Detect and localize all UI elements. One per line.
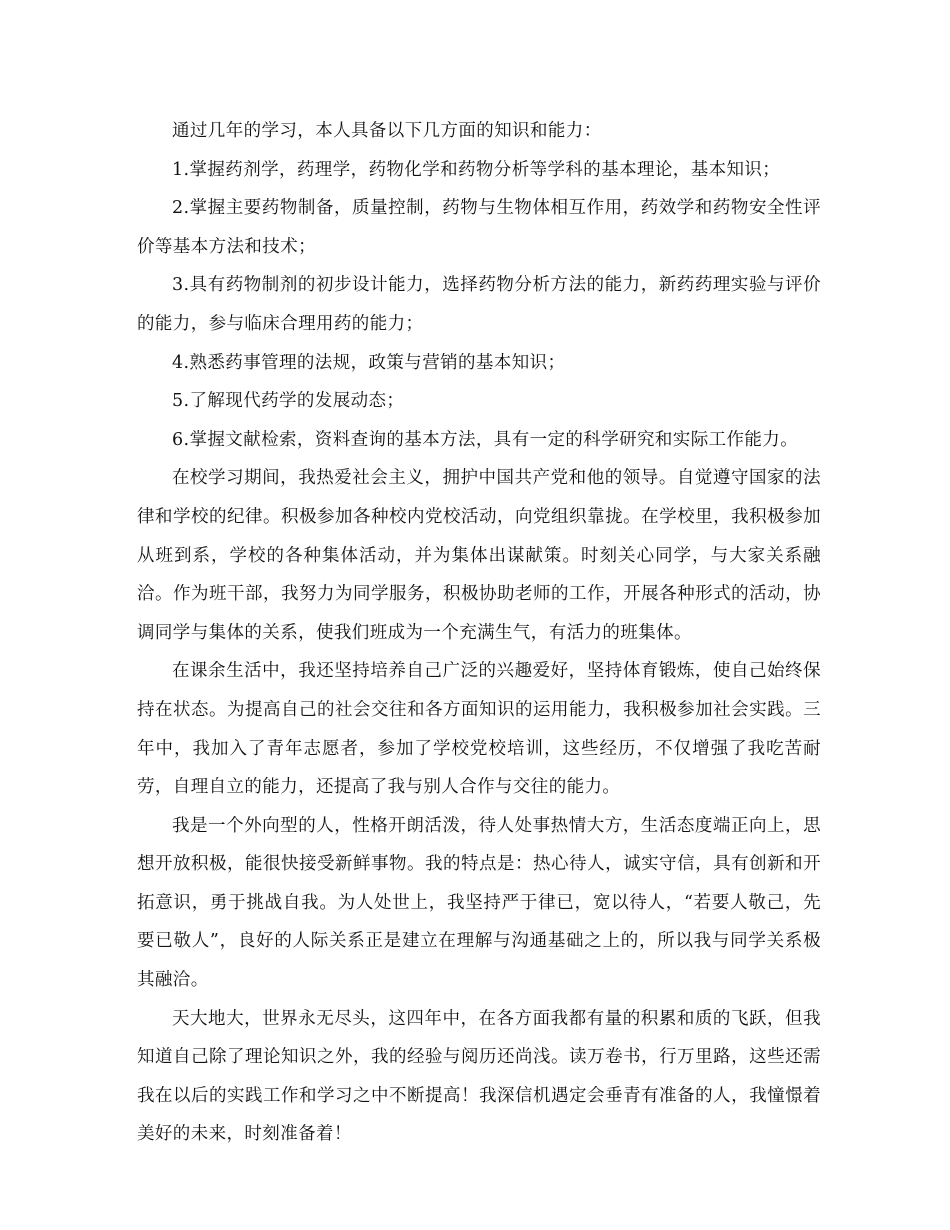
- paragraph-item-6: 6.掌握文献检索，资料查询的基本方法，具有一定的科学研究和实际工作能力。: [172, 429, 799, 450]
- paragraph-item-3: 3.具有药物制剂的初步设计能力，选择药物分析方法的能力，新药药理实验与评价的能力，参与临床合理用药的能力；: [137, 275, 821, 334]
- paragraph-intro: 通过几年的学习，本人具备以下几方面的知识和能力：: [172, 121, 602, 141]
- paragraph-item-4: 4.熟悉药事管理的法规，政策与营销的基本知识；: [172, 352, 566, 373]
- paragraph-extracurricular: 在课余生活中，我还坚持培养自己广泛的兴趣爱好，坚持体育锻炼，使自己始终保持在状态。为提高自己的社会交往和各方面知识的运用能力，我积极参加社会实践。三年中，我加入了青年志愿者，参加了学校党校培训，这些经历，不仅增强了我吃苦耐劳，自理自立的能力，还提高了我与别人合作与交往的能力。: [137, 661, 821, 798]
- paragraph-item-1: 1.掌握药剂学，药理学，药物化学和药物分析等学科的基本理论，基本知识；: [172, 159, 781, 180]
- document-body: [137, 112, 821, 1154]
- paragraph-personality: 我是一个外向型的人，性格开朗活泼，待人处事热情大方，生活态度端正向上，思想开放积极，能很快接受新鲜事物。我的特点是：热心待人，诚实守信，具有创新和开拓意识，勇于挑战自我。为人处世上，我坚持严于律已，宽以待人，“若要人敬己，先要已敬人”，良好的人际关系正是建立在理解与沟通基础之上的，所以我与同学关系极其融洽。: [137, 815, 821, 991]
- paragraph-item-5: 5.了解现代药学的发展动态；: [172, 391, 405, 412]
- paragraph-school-life: 在校学习期间，我热爱社会主义，拥护中国共产党和他的领导。自觉遵守国家的法律和学校的纪律。积极参加各种校内党校活动，向党组织靠拢。在学校里，我积极参加从班到系，学校的各种集体活动，并为集体出谋献策。时刻关心同学，与大家关系融洽。作为班干部，我努力为同学服务，积极协助老师的工作，开展各种形式的活动，协调同学与集体的关系，使我们班成为一个充满生气，有活力的班集体。: [137, 468, 821, 643]
- paragraph-item-2: 2.掌握主要药物制备，质量控制，药物与生物体相互作用，药效学和药物安全性评价等基本方法和技术；: [137, 198, 821, 257]
- paragraph-conclusion: 天大地大，世界永无尽头，这四年中，在各方面我都有量的积累和质的飞跃，但我知道自己除了理论知识之外，我的经验与阅历还尚浅。读万卷书，行万里路，这些还需我在以后的实践工作和学习之中不断提高！我深信机遇定会垂青有准备的人，我憧憬着美好的未来，时刻准备着！: [137, 1008, 821, 1145]
